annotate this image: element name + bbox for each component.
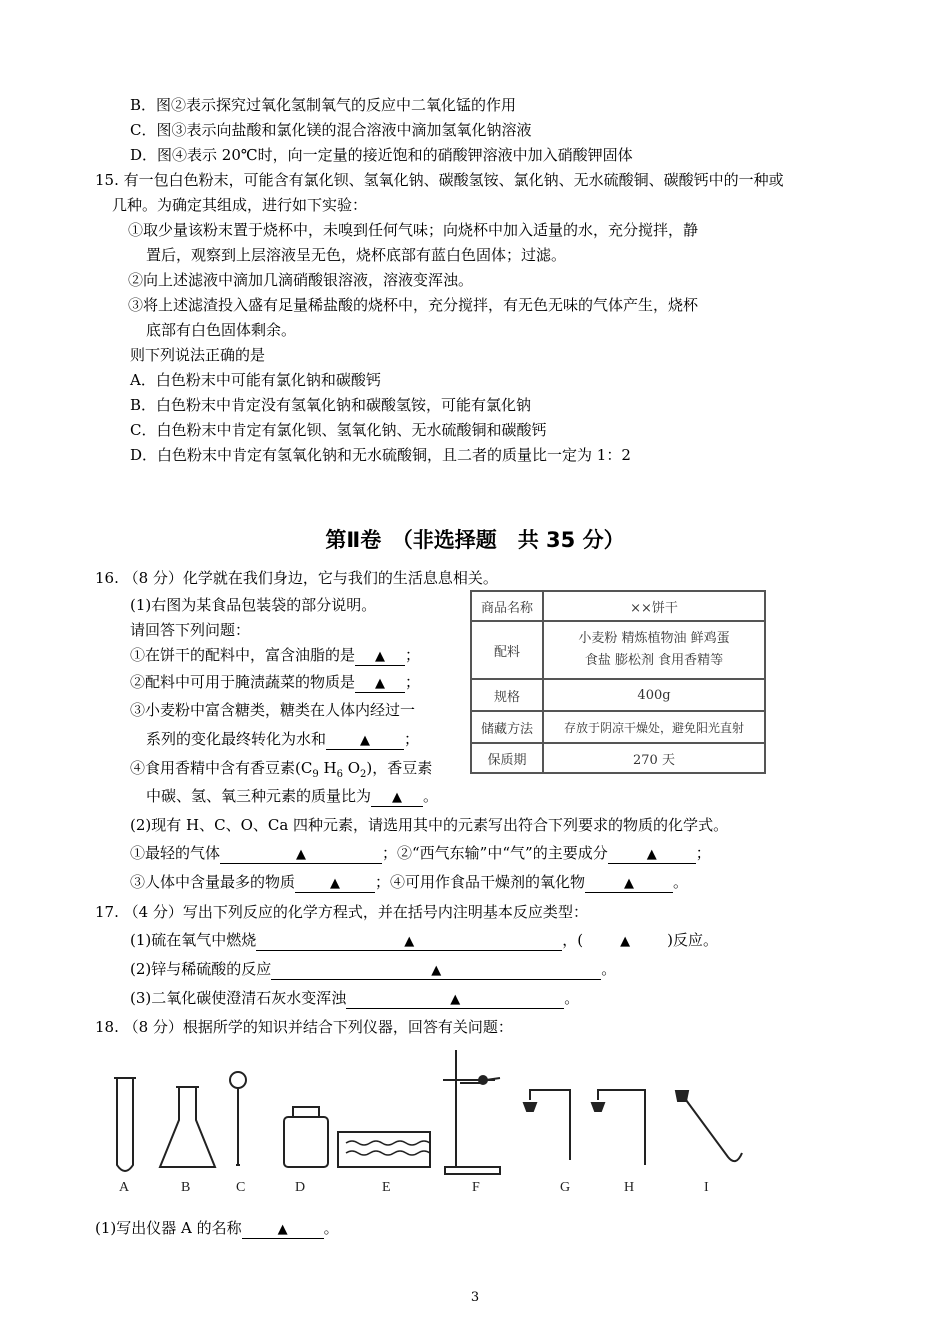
lab-apparatus-figure [100,1045,760,1180]
q16-item-3: ③小麦粉中富含糖类，糖类在人体内经过一 [130,701,416,719]
answer-blank[interactable]: ▲ [608,845,696,864]
dropper-icon [230,1072,246,1165]
u-tube-icon [676,1091,742,1161]
q14-option-d: D．图④表示 20℃时，向一定量的接近饱和的硝酸钾溶液中加入硝酸钾固体 [130,146,633,164]
label-value: 270 天 [543,743,765,773]
label-value: 小麦粉 精炼植物油 鲜鸡蛋 食盐 膨松剂 食用香精等 [543,621,765,679]
q16-part2-line2: ③人体中含量最多的物质 ▲ ；④可用作食品干燥剂的氧化物 ▲ 。 [130,873,689,891]
label-value: ××饼干 [543,591,765,621]
q16-item-2: ②配料中可用于腌渍蔬菜的物质是 ▲ ； [130,673,421,691]
apparatus-label: I [704,1180,709,1195]
iron-stand-icon [443,1050,500,1174]
label-value: 400g [543,679,765,711]
apparatus-label: E [382,1180,391,1195]
q17-item-2: (2)锌与稀硫酸的反应 ▲ 。 [130,960,617,978]
q16-stem: 16. （8 分）化学就在我们身边，它与我们的生活息息相关。 [95,569,498,587]
answer-blank[interactable]: ▲ [242,1220,324,1239]
q18-stem: 18. （8 分）根据所学的知识并结合下列仪器，回答有关问题： [95,1018,513,1036]
answer-blank[interactable]: ▲ [256,932,562,951]
label-key: 储藏方法 [471,711,543,743]
q15-step-2: ②向上述滤液中滴加几滴硝酸银溶液，溶液变浑浊。 [128,271,474,289]
q15-option-c: C．白色粉末中肯定有氯化钡、氢氧化钠、无水硫酸铜和碳酸钙 [130,421,547,439]
test-tube-icon [114,1078,136,1171]
apparatus-label: F [472,1180,480,1195]
answer-blank[interactable]: ▲ [220,845,382,864]
q16-item-4-cont: 中碳、氢、氧三种元素的质量比为 ▲ 。 [146,787,439,805]
delivery-tube-icon [524,1090,570,1160]
q15-step-3: ③将上述滤渣投入盛有足量稀盐酸的烧杯中，充分搅拌，有无色无味的气体产生，烧杯 [128,296,699,314]
q16-item-4: ④食用香精中含有香豆素($C_9$ $H_6$ $O_2$)，香豆素 [130,759,433,780]
answer-blank[interactable]: ▲ [295,874,375,893]
apparatus-label: H [624,1180,635,1195]
q16-item-3-cont: 系列的变化最终转化为水和 ▲ ； [146,730,420,748]
q17-item-3: (3)二氧化碳使澄清石灰水变浑浊 ▲ 。 [130,989,580,1007]
reagent-bottle-icon [284,1107,328,1167]
answer-blank[interactable]: ▲ [371,788,423,807]
q15-option-a: A．白色粉末中可能有氯化钠和碳酸钙 [130,371,381,389]
apparatus-label: G [560,1180,571,1195]
apparatus-label: B [181,1180,191,1195]
answer-blank[interactable]: ▲ [585,874,673,893]
q15-option-b: B．白色粉末中肯定没有氢氧化钠和碳酸氢铵，可能有氯化钠 [130,396,532,414]
page-number: 3 [470,1290,480,1305]
food-label-table [470,590,766,774]
q15-step-1: ①取少量该粉末置于烧杯中，未嗅到任何气味；向烧杯中加入适量的水，充分搅拌，静 [128,221,699,239]
q17-stem: 17. （4 分）写出下列反应的化学方程式，并在括号内注明基本反应类型： [95,903,588,921]
label-key: 规格 [471,679,543,711]
q14-option-b: B．图②表示探究过氧化氢制氧气的反应中二氧化锰的作用 [130,96,517,114]
answer-blank[interactable]: ▲ [271,961,601,980]
q15-ask: 则下列说法正确的是 [130,346,266,364]
label-key: 配料 [471,621,543,679]
q15-option-d: D．白色粉末中肯定有氢氧化钠和无水硫酸铜，且二者的质量比一定为 1：2 [130,446,631,464]
label-key: 商品名称 [471,591,543,621]
answer-blank[interactable]: ▲ [346,990,564,1009]
q16-item-1: ①在饼干的配料中，富含油脂的是 ▲ ； [130,646,421,664]
apparatus-label: C [236,1180,246,1195]
q14-option-c: C．图③表示向盐酸和氯化镁的混合溶液中滴加氢氧化钠溶液 [130,121,532,139]
q15-step-1-cont: 置后，观察到上层溶液呈无色，烧杯底部有蓝白色固体；过滤。 [146,246,567,264]
q16-part1-ask: 请回答下列问题： [130,621,251,639]
section-title: 第Ⅱ卷 （非选择题 共 35 分） [325,528,625,552]
answer-blank[interactable]: ▲ [355,647,405,666]
bent-tube-icon [592,1090,645,1165]
answer-blank[interactable]: ▲ [355,674,405,693]
answer-blank[interactable]: ▲ [326,731,404,750]
apparatus-label: A [119,1180,130,1195]
q15-step-3-cont: 底部有白色固体剩余。 [146,321,297,339]
label-value: 存放于阴凉干燥处，避免阳光直射 [543,711,765,743]
q15-stem: 15. 有一包白色粉末，可能含有氯化钡、氢氧化钠、碳酸氢铵、氯化钠、无水硫酸铜、碳酸钙中的一种或 [95,171,784,189]
q16-part1: (1)右图为某食品包装袋的部分说明。 [130,596,377,614]
label-key: 保质期 [471,743,543,773]
apparatus-label: D [295,1180,306,1195]
water-trough-icon [338,1132,430,1167]
q17-item-1: (1)硫在氧气中燃烧 ▲ ，( ▲ )反应。 [130,931,718,949]
q18-item-1: (1)写出仪器 A 的名称 ▲ 。 [95,1219,339,1237]
conical-flask-icon [160,1087,215,1167]
q16-part2-line1: ①最轻的气体 ▲ ；②“西气东输”中“气”的主要成分 ▲ ； [130,844,711,862]
q16-part2: (2)现有 H、C、O、Ca 四种元素，请选用其中的元素写出符合下列要求的物质的化学式。 [130,816,729,834]
q15-stem-cont: 几种。为确定其组成，进行如下实验： [112,196,368,214]
